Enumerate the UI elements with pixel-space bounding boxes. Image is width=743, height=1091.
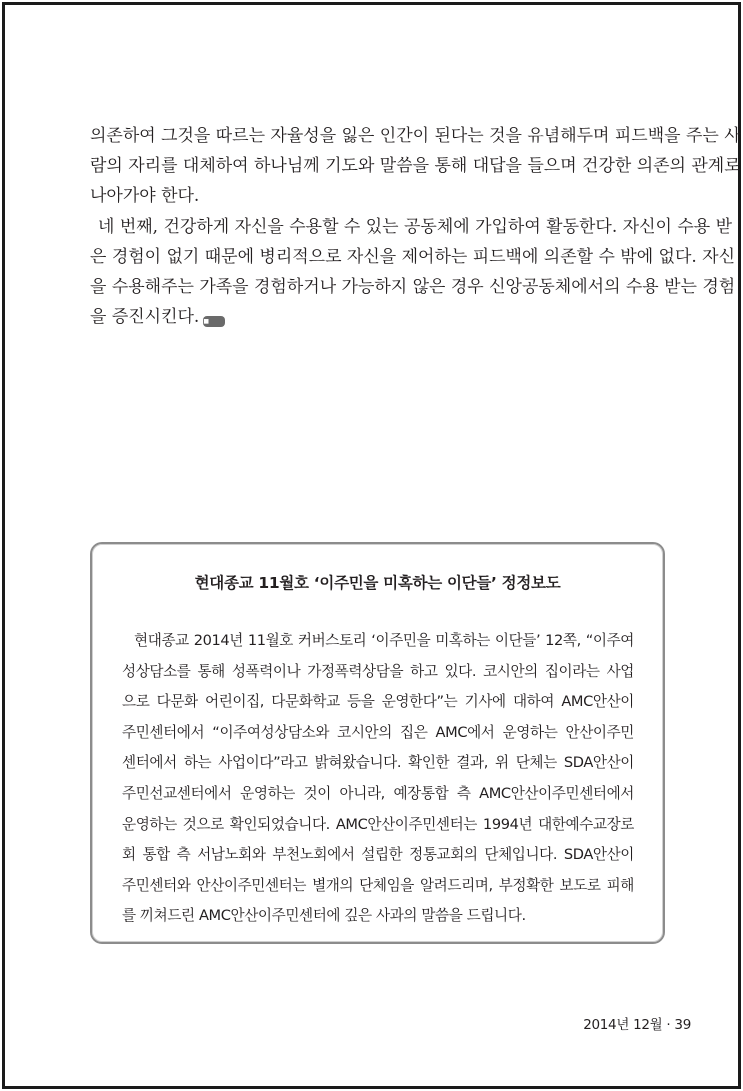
article-line: 람의 자리를 대체하여 하나님께 기도와 말씀을 통해 대답을 들으며 건강한 의존의 관계로 xyxy=(90,156,741,177)
article-end-mark-icon: ■ xyxy=(203,316,225,327)
notice-line: 성상담소를 통해 성폭력이나 가정폭력상담을 하고 있다. 코시안의 집이라는 사업 xyxy=(122,662,634,680)
article-line: 네 번째, 건강하게 자신을 수용할 수 있는 공동체에 가입하여 활동한다. 자신이 수용 받 xyxy=(98,216,733,237)
article-line: 을 수용해주는 가족을 경험하거나 가능하지 않은 경우 신앙공동체에서의 수용 받는 경험 xyxy=(90,276,736,297)
article-body xyxy=(90,121,741,332)
notice-line: 주민센터와 안산이주민센터는 별개의 단체임을 알려드리며, 부정확한 보도로 피해 xyxy=(122,876,634,894)
notice-line: 으로 다문화 어린이집, 다문화학교 등을 운영한다”는 기사에 대하여 AMC안산이 xyxy=(122,693,634,711)
footer-issue: 2014년 12월 xyxy=(583,1017,663,1033)
notice-line: 를 끼쳐드린 AMC안산이주민센터에 깊은 사과의 말씀을 드립니다. xyxy=(122,907,526,925)
article-line: 은 경험이 없기 때문에 병리적으로 자신을 제어하는 피드백에 의존할 수 밖에 없다. 자신 xyxy=(90,246,736,267)
page-number: 39 xyxy=(674,1017,691,1033)
notice-line: 주민센터에서 “이주여성상담소와 코시안의 집은 AMC에서 운영하는 안산이주민 xyxy=(122,723,634,741)
correction-notice-box xyxy=(90,542,665,944)
article-last-line xyxy=(90,302,664,332)
article-line: 을 증진시킨다. xyxy=(90,307,200,328)
article-line: 의존하여 그것을 따르는 자율성을 잃은 인간이 된다는 것을 유념해두며 피드백을 주는 사 xyxy=(90,126,741,146)
footer-separator: · xyxy=(666,1017,671,1033)
notice-line: 현대종교 2014년 11월호 커버스토리 ‘이주민을 미혹하는 이단들’ 12쪽, “이주여 xyxy=(134,632,634,649)
article-line: 나아가야 한다. xyxy=(90,186,200,207)
notice-body xyxy=(122,626,634,932)
notice-line: 센터에서 하는 사업이다”라고 밝혀왔습니다. 확인한 결과, 위 단체는 SDA안산이 xyxy=(122,754,634,772)
notice-title: 현대종교 11월호 ‘이주민을 미혹하는 이단들’ 정정보도 xyxy=(194,574,561,592)
notice-line: 회 통합 측 서남노회와 부천노회에서 설립한 정통교회의 단체입니다. SDA안산이 xyxy=(122,846,634,864)
notice-line: 운영하는 것으로 확인되었습니다. AMC안산이주민센터는 1994년 대한예수교장로 xyxy=(122,815,634,833)
page-footer xyxy=(583,1013,691,1033)
notice-line: 주민선교센터에서 운영하는 것이 아니라, 예장통합 측 AMC안산이주민센터에서 xyxy=(122,784,634,802)
